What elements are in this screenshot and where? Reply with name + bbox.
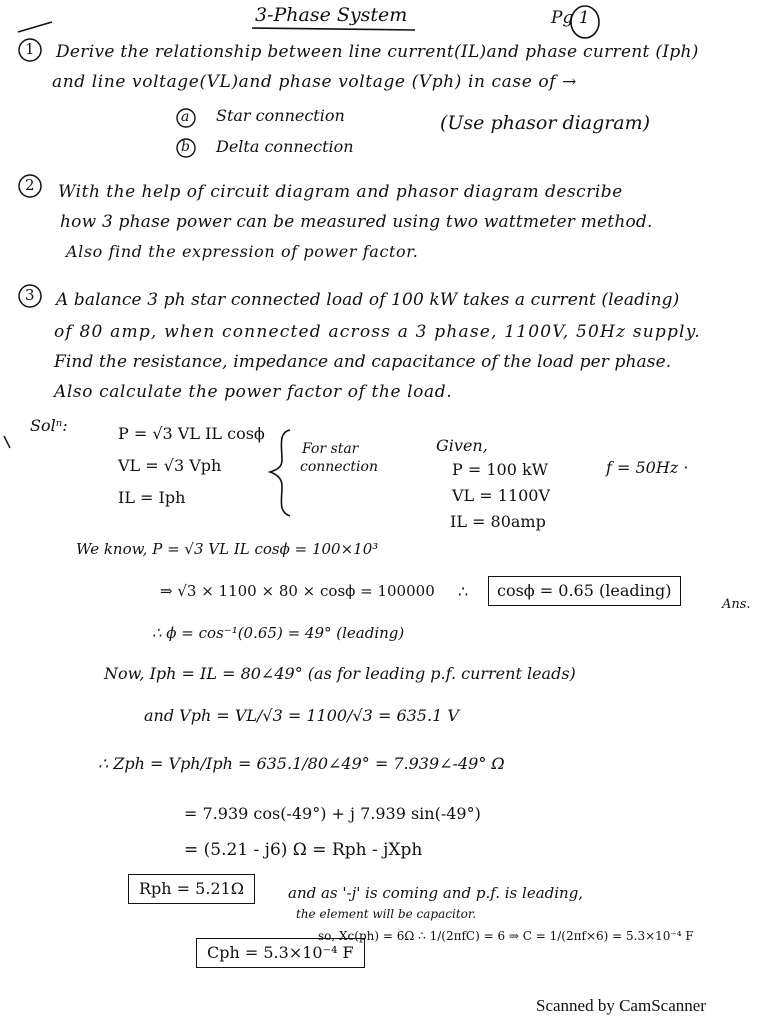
step-phase-angle: ∴ ϕ = cos⁻¹(0.65) = 49° (leading) [152, 624, 405, 642]
given-label: Given, [436, 436, 488, 455]
star-relation-voltage: VL = √3 Vph [118, 456, 222, 475]
question-3-line-1: A balance 3 ph star connected load of 100 kW takes a current (leading) [56, 290, 680, 310]
question-1-option-b-marker: b [181, 139, 190, 155]
brace-note-line-2: connection [300, 459, 378, 475]
step-therefore: ∴ [458, 582, 469, 601]
result-resistance: Rph = 5.21Ω [128, 874, 255, 904]
question-2-number: 2 [25, 176, 35, 194]
question-1-line-2: and line voltage(VL)and phase voltage (Vph) in case of → [52, 72, 577, 92]
question-3-number: 3 [25, 286, 35, 304]
question-1-option-a-marker: a [181, 109, 190, 125]
solution-label: Solⁿ: [30, 416, 68, 435]
question-3-line-3: Find the resistance, impedance and capacitance of the load per phase. [54, 352, 672, 372]
result-capacitance: Cph = 5.3×10⁻⁴ F [196, 938, 365, 968]
question-3-line-4: Also calculate the power factor of the load. [54, 382, 453, 402]
step-phase-current: Now, Iph = IL = 80∠49° (as for leading p.f. current leads) [104, 664, 576, 683]
step-implies: ⇒ √3 × 1100 × 80 × cosϕ = 100000 [160, 582, 435, 600]
conclusion-line: and as '-j' is coming and p.f. is leading, [288, 884, 584, 902]
step-phase-voltage: and Vph = VL/√3 = 1100/√3 = 635.1 V [144, 706, 459, 725]
brace-note-line-1: For star [302, 441, 359, 457]
given-current: IL = 80amp [450, 512, 546, 531]
page-number: Pg 1 [551, 8, 590, 28]
step-impedance-rect: = (5.21 - j6) Ω = Rph - jXph [184, 840, 423, 860]
step-we-know: We know, P = √3 VL IL cosϕ = 100×10³ [76, 540, 379, 558]
given-voltage: VL = 1100V [452, 486, 551, 505]
step-impedance-expand: = 7.939 cos(-49°) + j 7.939 sin(-49°) [184, 804, 481, 823]
scanner-watermark: Scanned by CamScanner [536, 996, 706, 1015]
star-relation-current: IL = Iph [118, 488, 186, 507]
question-1-option-b: Delta connection [216, 137, 354, 156]
conclusion-line-2: the element will be capacitor. [296, 907, 477, 921]
question-1-number: 1 [25, 40, 35, 58]
question-1-line-1: Derive the relationship between line current(IL)and phase current (Iph) [56, 42, 699, 62]
answer-label: Ans. [722, 597, 751, 612]
result-power-factor: cosϕ = 0.65 (leading) [488, 576, 681, 606]
given-power: P = 100 kW [452, 460, 549, 479]
question-2-line-1: With the help of circuit diagram and phasor diagram describe [58, 182, 623, 202]
question-2-line-3: Also find the expression of power factor. [66, 242, 419, 261]
question-3-line-2: of 80 amp, when connected across a 3 phase, 1100V, 50Hz supply. [54, 322, 701, 342]
page-title: 3-Phase System [255, 4, 408, 26]
capacitive-reactance-step: so, Xc(ph) = 6Ω ∴ 1/(2πfC) = 6 ⇒ C = 1/(2πf×6) = 5.3×10⁻⁴ F [318, 929, 694, 943]
given-frequency: f = 50Hz · [606, 458, 689, 477]
question-1-note: (Use phasor diagram) [440, 112, 651, 134]
question-2-line-2: how 3 phase power can be measured using two wattmeter method. [60, 212, 653, 232]
star-relation-power: P = √3 VL IL cosϕ [118, 424, 265, 443]
question-1-option-a: Star connection [216, 106, 345, 125]
step-impedance: ∴ Zph = Vph/Iph = 635.1/80∠49° = 7.939∠-49° Ω [98, 754, 505, 773]
